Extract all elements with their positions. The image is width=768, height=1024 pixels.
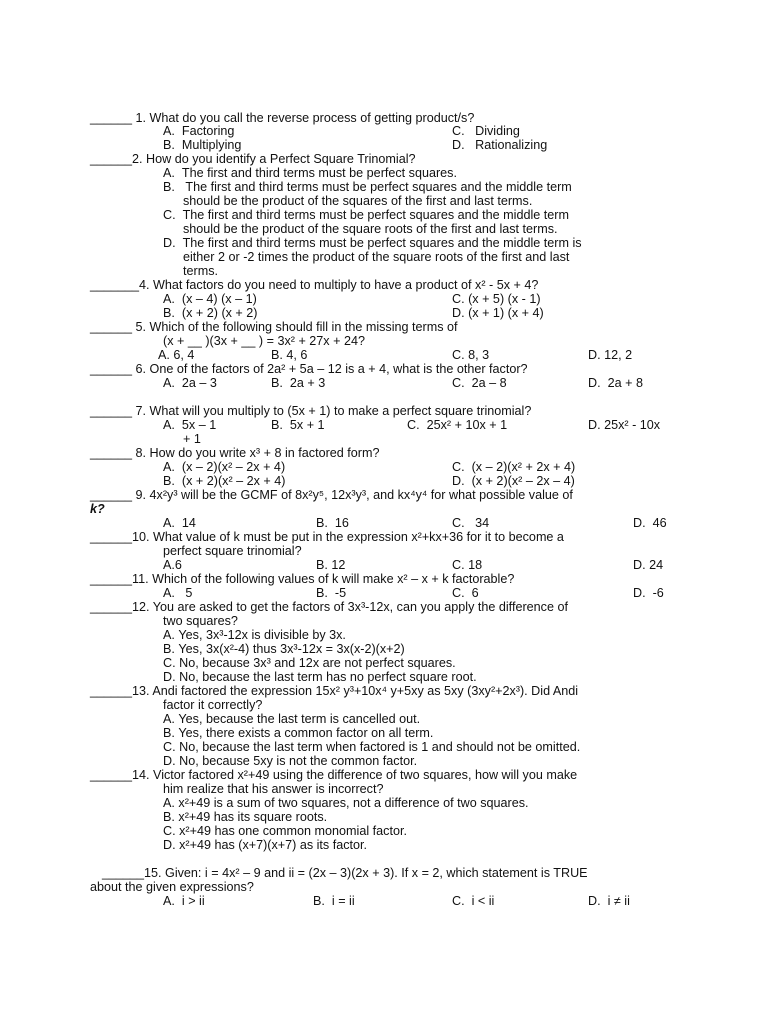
q1-stem: ______ 1. What do you call the reverse process of getting product/s? [90,111,475,125]
q6-stem: ______ 6. One of the factors of 2a² + 5a – 12 is a + 4, what is the other factor? [90,362,528,376]
q7-choice-b: B. 5x + 1 [271,418,325,432]
q8-choice-b: B. (x + 2)(x² – 2x + 4) [163,474,286,488]
q12-stem: ______12. You are asked to get the factors of 3x³-12x, can you apply the difference of [90,600,568,614]
q15-stem-line2: about the given expressions? [90,880,254,894]
q9-stem: ______ 9. 4x²y³ will be the GCMF of 8x²y⁵, 12x³y³, and kx⁴y⁴ for what possible value of [90,488,573,502]
q8-choice-d: D. (x + 2)(x² – 2x – 4) [452,474,575,488]
q2-choice-d: D. The first and third terms must be perfect squares and the middle term is [163,236,582,250]
q11-choice-b: B. -5 [316,586,347,600]
q5-choice-c: C. 8, 3 [452,348,490,362]
q7-choice-a: A. 5x – 1 [163,418,217,432]
q11-choice-d: D. -6 [633,586,664,600]
q15-stem: ______15. Given: i = 4x² – 9 and ii = (2x – 3)(2x + 3). If x = 2, which statement is TRUE [102,866,588,880]
q13-choice-c: C. No, because the last term when factored is 1 and should not be omitted. [163,740,581,754]
q13-stem: ______13. Andi factored the expression 15x² y³+10x⁴ y+5xy as 5xy (3xy²+2x³). Did Andi [90,684,579,698]
q13-choice-d: D. No, because 5xy is not the common factor. [163,754,418,768]
q5-choice-a: A. 6, 4 [158,348,195,362]
q15-choice-d: D. i ≠ ii [588,894,630,908]
q4-choice-c: C. (x + 5) (x - 1) [452,292,541,306]
q8-choice-c: C. (x – 2)(x² + 2x + 4) [452,460,576,474]
q1-choice-a: A. Factoring [163,124,235,138]
q12-choice-a: A. Yes, 3x³-12x is divisible by 3x. [163,628,346,642]
q6-choice-b: B. 2a + 3 [271,376,326,390]
q1-choice-c: C. Dividing [452,124,520,138]
q14-stem: ______14. Victor factored x²+49 using the difference of two squares, how will you make [90,768,578,782]
q9-choice-d: D. 46 [633,516,667,530]
q8-stem: ______ 8. How do you write x³ + 8 in factored form? [90,446,380,460]
q6-choice-a: A. 2a – 3 [163,376,217,390]
q2-choice-b-line2: should be the product of the squares of the first and last terms. [183,194,533,208]
q5-stem-line2: (x + __ )(3x + __ ) = 3x² + 27x + 24? [163,334,365,348]
q5-choice-d: D. 12, 2 [588,348,633,362]
q9-choice-b: B. 16 [316,516,349,530]
q2-choice-a: A. The first and third terms must be perfect squares. [163,166,457,180]
q14-choice-a: A. x²+49 is a sum of two squares, not a difference of two squares. [163,796,529,810]
q7-choice-d-continuation: + 1 [183,432,201,446]
q4-stem: _______4. What factors do you need to multiply to have a product of x² - 5x + 4? [90,278,539,292]
q2-choice-b: B. The first and third terms must be perfect squares and the middle term [163,180,572,194]
q2-choice-c: C. The first and third terms must be perfect squares and the middle term [163,208,569,222]
q6-choice-d: D. 2a + 8 [588,376,643,390]
q2-choice-d-line2: either 2 or -2 times the product of the square roots of the first and last [183,250,570,264]
q12-choice-b: B. Yes, 3x(x²-4) thus 3x³-12x = 3x(x-2)(x+2) [163,642,405,656]
q2-choice-d-line3: terms. [183,264,218,278]
q14-choice-b: B. x²+49 has its square roots. [163,810,328,824]
q12-choice-c: C. No, because 3x³ and 12x are not perfect squares. [163,656,456,670]
q10-choice-b: B. 12 [316,558,346,572]
q8-choice-a: A. (x – 2)(x² – 2x + 4) [163,460,286,474]
q9-choice-a: A. 14 [163,516,196,530]
q1-choice-d: D. Rationalizing [452,138,548,152]
q11-choice-c: C. 6 [452,586,479,600]
q7-choice-c: C. 25x² + 10x + 1 [407,418,508,432]
q10-choice-c: C. 18 [452,558,483,572]
q15-choice-b: B. i = ii [313,894,355,908]
q2-choice-c-line2: should be the product of the square roots of the first and last terms. [183,222,558,236]
q7-stem: ______ 7. What will you multiply to (5x + 1) to make a perfect square trinomial? [90,404,532,418]
q10-choice-d: D. 24 [633,558,664,572]
q12-stem-line2: two squares? [163,614,238,628]
q4-choice-b: B. (x + 2) (x + 2) [163,306,258,320]
q10-stem: ______10. What value of k must be put in the expression x²+kx+36 for it to become a [90,530,564,544]
q5-stem: ______ 5. Which of the following should fill in the missing terms of [90,320,458,334]
q7-choice-d: D. 25x² - 10x [588,418,661,432]
q9-choice-c: C. 34 [452,516,490,530]
q15-choice-a: A. i > ii [163,894,205,908]
q4-choice-d: D. (x + 1) (x + 4) [452,306,544,320]
q13-choice-b: B. Yes, there exists a common factor on all term. [163,726,434,740]
q9-stem-line2: k? [90,502,105,516]
q1-choice-b: B. Multiplying [163,138,242,152]
q11-stem: ______11. Which of the following values of k will make x² – x + k factorable? [90,572,515,586]
q6-choice-c: C. 2a – 8 [452,376,507,390]
q12-choice-d: D. No, because the last term has no perfect square root. [163,670,477,684]
q5-choice-b: B. 4, 6 [271,348,308,362]
q15-choice-c: C. i < ii [452,894,495,908]
q14-choice-d: D. x²+49 has (x+7)(x+7) as its factor. [163,838,368,852]
q14-choice-c: C. x²+49 has one common monomial factor. [163,824,407,838]
q13-stem-line2: factor it correctly? [163,698,263,712]
q10-choice-a: A.6 [163,558,182,572]
q13-choice-a: A. Yes, because the last term is cancelled out. [163,712,421,726]
q11-choice-a: A. 5 [163,586,193,600]
q14-stem-line2: him realize that his answer is incorrect? [163,782,384,796]
q2-stem: ______2. How do you identify a Perfect Square Trinomial? [90,152,416,166]
q4-choice-a: A. (x – 4) (x – 1) [163,292,257,306]
q10-stem-line2: perfect square trinomial? [163,544,302,558]
